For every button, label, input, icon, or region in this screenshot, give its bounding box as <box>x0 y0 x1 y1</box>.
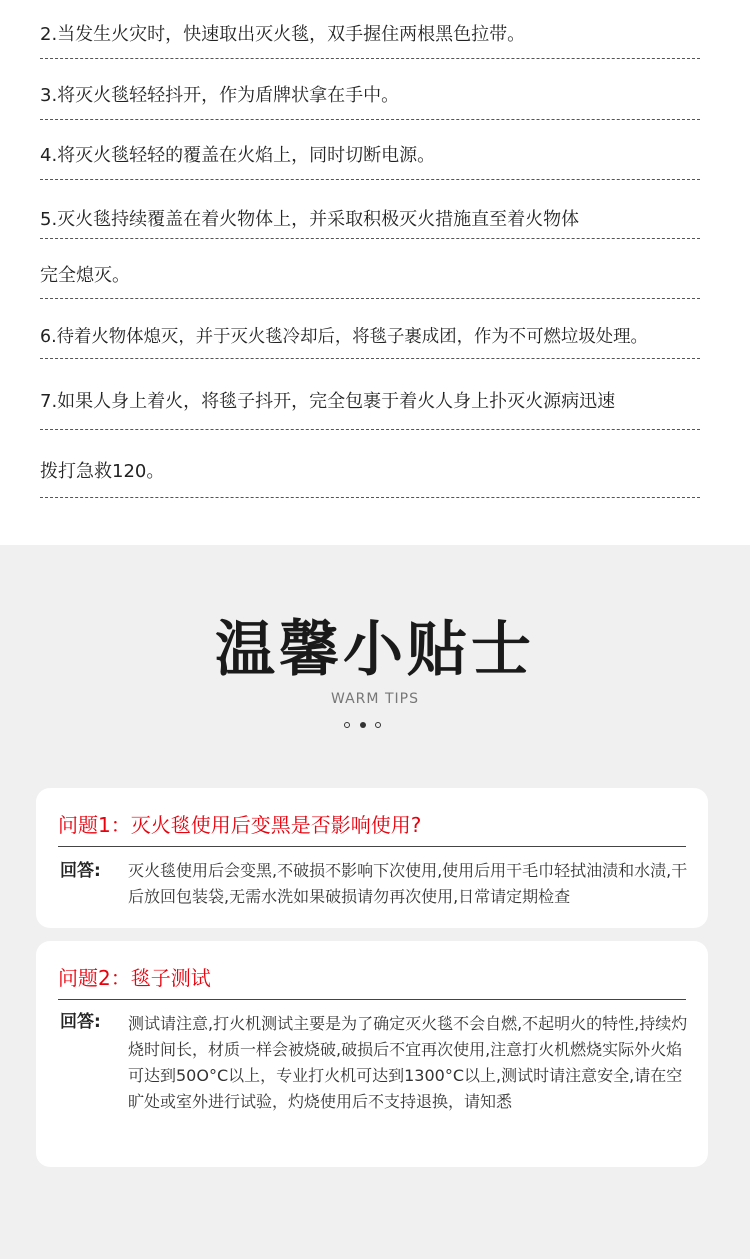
faq-answer: 测试请注意,打火机测试主要是为了确定灭火毯不会自燃,不起明火的特性,持续灼烧时间长，材质一样会被烧破,破损后不宜再次使用,注意打火机燃烧实际外火焰可达到50O°C以上，专业打火机可达到1300°C以上,测试时请注意安全,请在空旷处或室外进行试验，灼烧使用后不支持退换，请知悉 <box>128 1014 688 1111</box>
section-subtitle: WARM TIPS <box>331 691 419 707</box>
step-2: 2.当发生火灾时，快速取出灭火毯，双手握住两根黑色拉带。 <box>40 24 526 45</box>
step-6: 6.待着火物体熄灭，并于灭火毯冷却后，将毯子裹成团，作为不可燃垃圾处理。 <box>40 327 648 347</box>
dot-icon <box>375 722 381 728</box>
divider <box>40 429 700 431</box>
faq-card-2 <box>36 941 708 1167</box>
divider <box>40 179 700 181</box>
carousel-dots <box>344 722 384 732</box>
step-4: 4.将灭火毯轻轻的覆盖在火焰上，同时切断电源。 <box>40 145 436 166</box>
step-7-continued: 拨打急救120。 <box>40 461 165 482</box>
divider <box>40 119 700 121</box>
dot-icon <box>344 722 350 728</box>
divider <box>40 497 700 499</box>
warm-tips-section <box>0 545 750 1259</box>
question-underline <box>58 999 686 1000</box>
answer-label: 回答: <box>60 1012 101 1032</box>
step-3: 3.将灭火毯轻轻抖开，作为盾牌状拿在手中。 <box>40 85 400 106</box>
question-underline <box>58 846 686 847</box>
faq-answer: 灭火毯使用后会变黑,不破损不影响下次使用,使用后用干毛巾轻拭油渍和水渍,干后放回包装袋,无需水洗如果破损请勿再次使用,日常请定期检查 <box>128 861 688 906</box>
step-5-continued: 完全熄灭。 <box>40 265 130 286</box>
divider <box>40 298 700 300</box>
divider <box>40 358 700 360</box>
instruction-steps <box>0 0 750 545</box>
faq-card-1 <box>36 788 708 928</box>
dot-active-icon <box>360 722 366 728</box>
answer-label: 回答: <box>60 861 101 881</box>
section-title: 温馨小贴士 <box>215 615 535 685</box>
step-7: 7.如果人身上着火，将毯子抖开，完全包裹于着火人身上扑灭火源病迅速 <box>40 391 616 412</box>
faq-question: 问题1：灭火毯使用后变黑是否影响使用? <box>58 813 422 837</box>
faq-question: 问题2：毯子测试 <box>58 966 211 990</box>
divider <box>40 238 700 240</box>
step-5: 5.灭火毯持续覆盖在着火物体上，并采取积极灭火措施直至着火物体 <box>40 209 580 230</box>
divider <box>40 58 700 60</box>
